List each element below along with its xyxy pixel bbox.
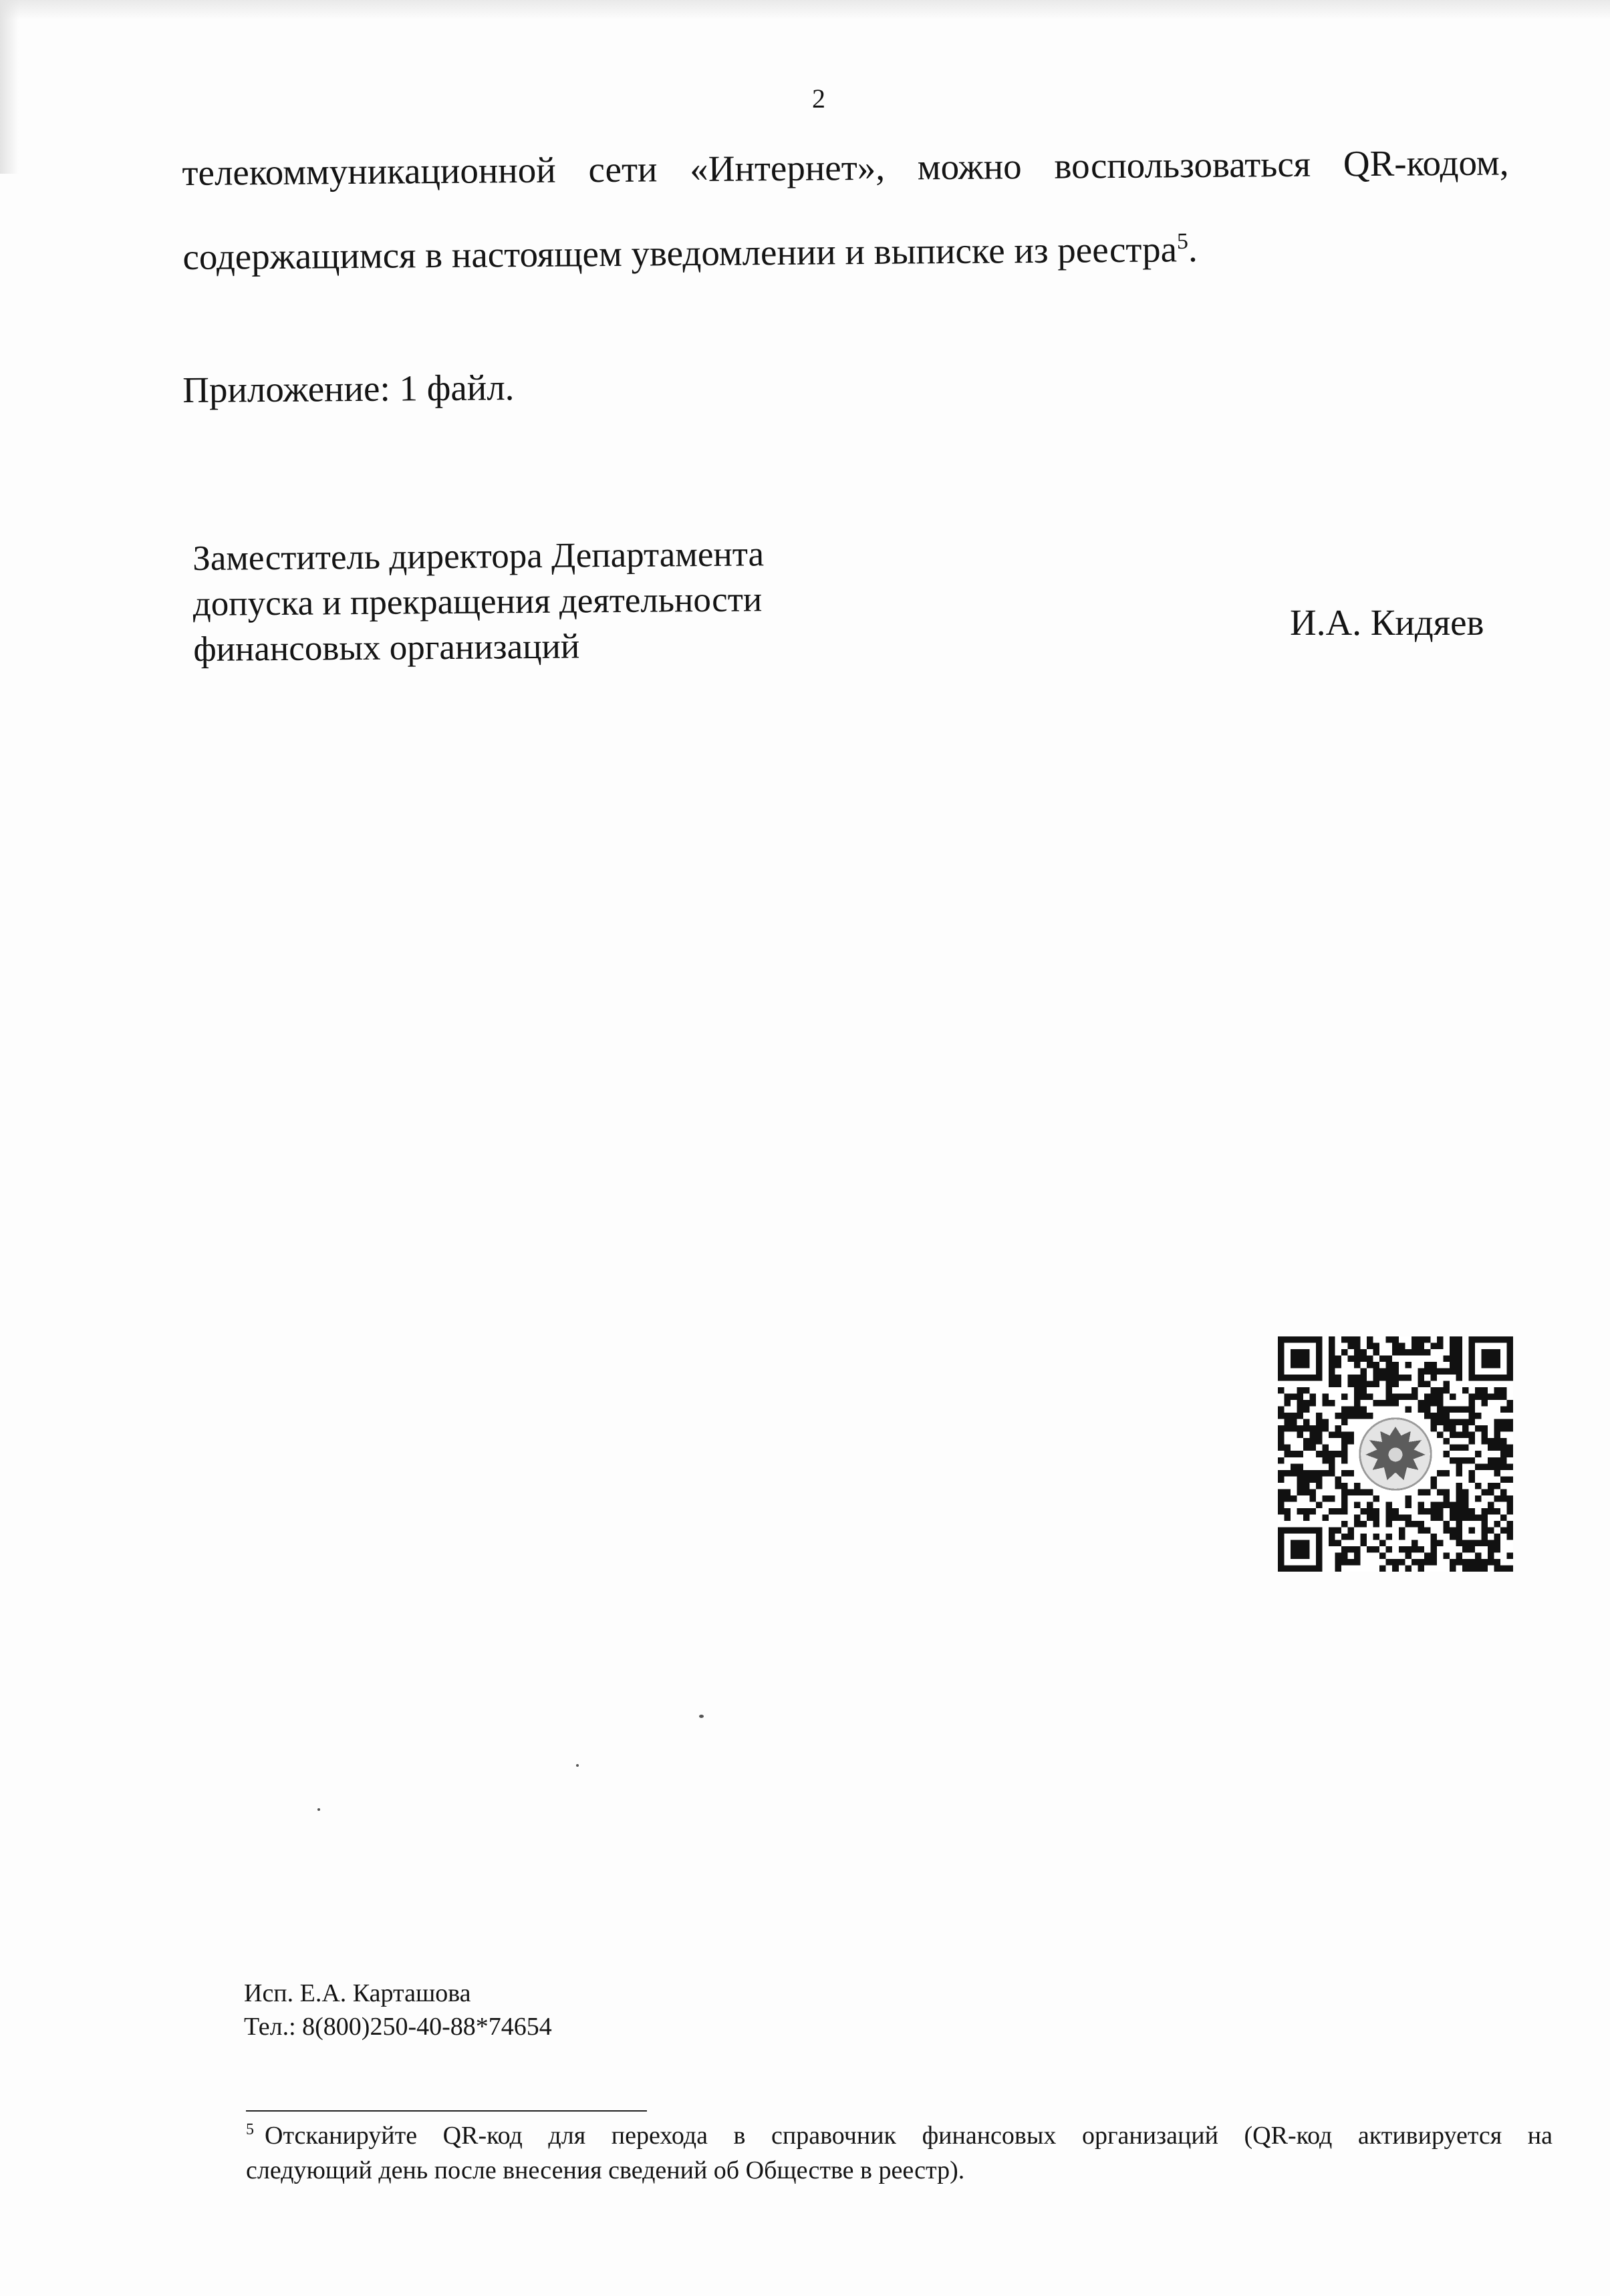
scan-shadow-top [0,0,1610,20]
scan-speck [576,1764,579,1767]
footnote-line-1 [246,2118,1553,2153]
body-line-2-end: . [1188,229,1198,270]
signer-title-line-3: финансовых организаций [193,627,580,669]
scan-speck [317,1808,320,1811]
signer-name: И.А. Кидяев [1290,602,1484,643]
footnote-line-2: следующий день после внесения сведений об Обществе в реестр). [246,2156,965,2184]
footnote-reference: 5 [1176,229,1189,254]
signer-title [192,531,765,672]
body-line-2-text: содержащимся в настоящем уведомлении и выписке из реестра [182,229,1178,277]
body-line-1: телекоммуникационной сети «Интернет», можно воспользоваться QR-кодом, [182,142,1509,193]
footnote-line-1-text: Отсканируйте QR-код для перехода в справочник финансовых организаций (QR-код активируется на [265,2122,1553,2150]
body-paragraph [182,120,1510,299]
body-line-2 [182,204,1510,299]
footnote [246,2118,1553,2188]
scan-speck [699,1715,704,1718]
executor-block [244,1977,552,2043]
executor-name: Исп. Е.А. Карташова [244,1979,471,2007]
footnote-mark: 5 [246,2121,254,2139]
page-number: 2 [812,84,825,114]
qr-code-icon [1278,1336,1513,1572]
qr-code-graphic [1278,1336,1513,1572]
signer-title-line-2: допуска и прекращения деятельности [192,580,763,623]
executor-phone: Тел.: 8(800)250-40-88*74654 [244,2013,552,2041]
footnote-separator [246,2110,647,2112]
signer-title-line-1: Заместитель директора Департамента [192,535,765,578]
scan-shadow-left [0,0,19,174]
attachment-note: Приложение: 1 файл. [182,367,515,410]
